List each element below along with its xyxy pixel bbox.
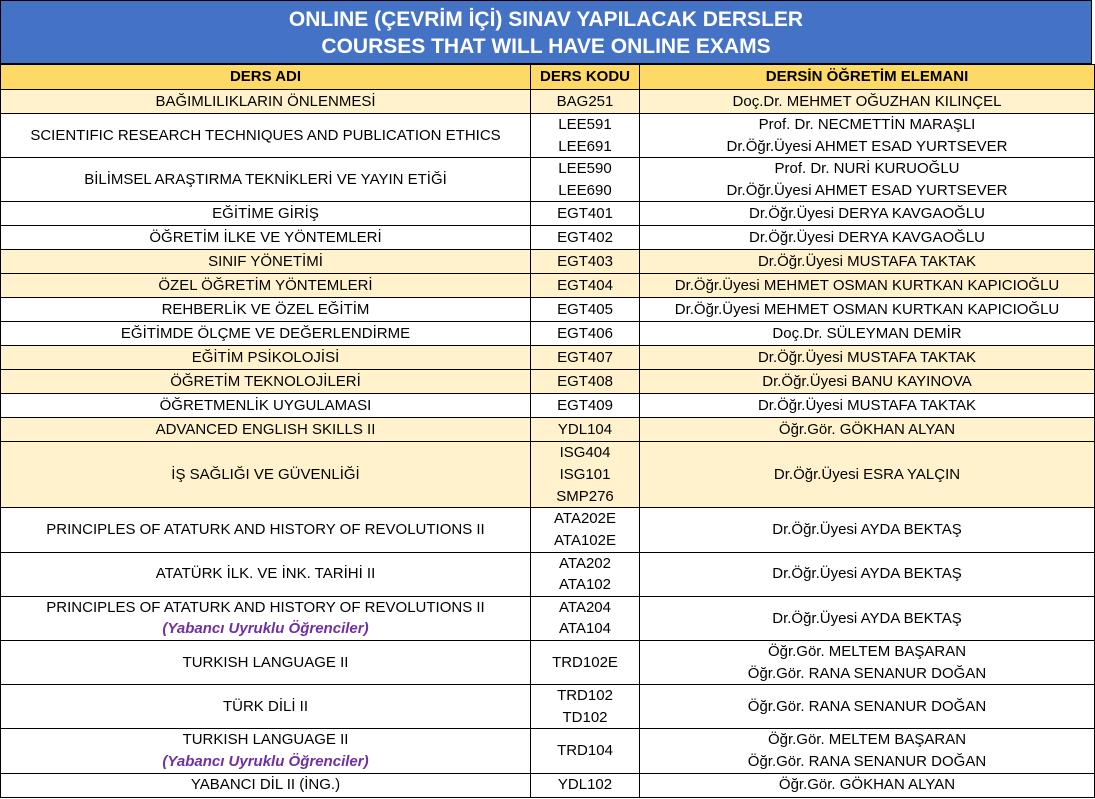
instructor-cell — [640, 596, 1095, 640]
course-code: ISG101 — [559, 466, 611, 484]
course-name-cell — [1, 508, 531, 552]
course-name: EĞİTİM PSİKOLOJİSİ — [191, 349, 340, 367]
instructor-name: Dr.Öğr.Üyesi MUSTAFA TAKTAK — [757, 397, 977, 415]
course-name: ÖĞRETİM TEKNOLOJİLERİ — [170, 373, 361, 391]
course-code: YDL104 — [557, 421, 613, 439]
instructor-name: Öğr.Gör. MELTEM BAŞARAN — [767, 642, 967, 660]
course-code-cell — [531, 90, 640, 114]
instructor-cell — [640, 346, 1095, 370]
table-row — [1, 250, 1095, 274]
instructor-cell — [640, 250, 1095, 274]
course-name: ÖĞRETMENLİK UYGULAMASI — [159, 397, 372, 415]
course-name: ÖĞRETİM İLKE VE YÖNTEMLERİ — [149, 229, 382, 247]
table-row — [1, 394, 1095, 418]
course-code-cell — [531, 773, 640, 797]
course-name-cell — [1, 114, 531, 158]
course-code-cell — [531, 640, 640, 684]
course-code: EGT404 — [557, 277, 613, 295]
table-row — [1, 202, 1095, 226]
course-name-cell — [1, 685, 531, 729]
course-code: LEE591 — [558, 116, 612, 133]
table-row — [1, 442, 1095, 508]
course-name: ATATÜRK İLK. VE İNK. TARİHİ II — [155, 565, 376, 583]
course-code-cell — [531, 250, 640, 274]
table-row — [1, 773, 1095, 797]
course-name: EĞİTİME GİRİŞ — [212, 205, 319, 223]
instructor-cell — [640, 114, 1095, 158]
course-code: TD102 — [562, 708, 608, 726]
course-code: ATA102 — [559, 576, 611, 594]
course-code: EGT406 — [557, 325, 613, 343]
instructor-cell — [640, 370, 1095, 394]
course-code: YDL102 — [557, 776, 613, 794]
course-name: ÖZEL ÖĞRETİM YÖNTEMLERİ — [158, 277, 373, 295]
course-name-cell — [1, 158, 531, 202]
course-name: BAĞIMLILIKLARIN ÖNLENMESİ — [155, 92, 376, 110]
course-name: SINIF YÖNETİMİ — [208, 253, 323, 271]
instructor-name: Öğr.Gör. RANA SENANUR DOĞAN — [747, 752, 987, 770]
instructor-name: Dr.Öğr.Üyesi AHMET ESAD YURTSEVER — [726, 181, 1008, 199]
course-name-cell — [1, 596, 531, 640]
course-code-cell — [531, 322, 640, 346]
course-code: TRD104 — [557, 742, 613, 760]
course-code-cell — [531, 226, 640, 250]
title-english: COURSES THAT WILL HAVE ONLINE EXAMS — [321, 35, 771, 58]
course-code-cell — [531, 552, 640, 596]
course-code-cell — [531, 508, 640, 552]
instructor-name: Doç.Dr. MEHMET OĞUZHAN KILINÇEL — [732, 92, 1002, 110]
table-row — [1, 640, 1095, 684]
table-row — [1, 729, 1095, 773]
title-turkish: ONLINE (ÇEVRİM İÇİ) SINAV YAPILACAK DERSLER — [288, 8, 804, 31]
course-code-cell — [531, 202, 640, 226]
sheet-title — [0, 0, 1092, 64]
instructor-cell — [640, 226, 1095, 250]
course-code: LEE590 — [558, 160, 612, 178]
instructor-cell — [640, 298, 1095, 322]
header-instructor: DERSİN ÖĞRETİM ELEMANI — [640, 65, 1095, 90]
instructor-cell — [640, 552, 1095, 596]
course-name-cell — [1, 298, 531, 322]
course-code: EGT405 — [557, 301, 613, 319]
instructor-cell — [640, 685, 1095, 729]
instructor-cell — [640, 442, 1095, 508]
course-name: PRINCIPLES OF ATATURK AND HISTORY OF REVOLUTIONS II — [46, 598, 485, 616]
course-code: LEE690 — [558, 181, 612, 199]
table-row — [1, 370, 1095, 394]
instructor-cell — [640, 773, 1095, 797]
course-code: ATA202E — [554, 510, 616, 528]
table-row — [1, 508, 1095, 552]
instructor-name: Prof. Dr. NURİ KURUOĞLU — [774, 160, 960, 178]
table-body — [1, 90, 1095, 798]
course-name: REHBERLİK VE ÖZEL EĞİTİM — [161, 301, 370, 319]
course-name-cell — [1, 322, 531, 346]
instructor-name: Öğr.Gör. GÖKHAN ALYAN — [778, 776, 956, 794]
course-name-cell — [1, 442, 531, 508]
course-name: PRINCIPLES OF ATATURK AND HISTORY OF REVOLUTIONS II — [46, 521, 485, 539]
course-name: BİLİMSEL ARAŞTIRMA TEKNİKLERİ VE YAYIN ETİĞİ — [84, 170, 447, 188]
course-name-cell — [1, 250, 531, 274]
instructor-name: Öğr.Gör. MELTEM BAŞARAN — [767, 731, 967, 749]
course-code: ATA202 — [559, 554, 611, 572]
course-code-cell — [531, 394, 640, 418]
table-row — [1, 90, 1095, 114]
course-code: EGT408 — [557, 373, 613, 391]
instructor-name: Dr.Öğr.Üyesi DERYA KAVGAOĞLU — [749, 205, 985, 223]
instructor-cell — [640, 274, 1095, 298]
instructor-cell — [640, 729, 1095, 773]
courses-table — [0, 64, 1095, 798]
instructor-name: Dr.Öğr.Üyesi ESRA YALÇIN — [773, 466, 961, 484]
header-course-code: DERS KODU — [531, 65, 640, 90]
header-row — [1, 65, 1095, 90]
course-name: YABANCI DİL II (İNG.) — [190, 776, 341, 794]
course-code: ATA204 — [559, 598, 611, 616]
instructor-name: Dr.Öğr.Üyesi AYDA BEKTAŞ — [772, 565, 962, 583]
instructor-name: Dr.Öğr.Üyesi MUSTAFA TAKTAK — [757, 349, 977, 367]
instructor-name: Dr.Öğr.Üyesi BANU KAYINOVA — [762, 373, 972, 391]
table-row — [1, 346, 1095, 370]
course-name-cell — [1, 346, 531, 370]
course-name-cell — [1, 90, 531, 114]
header-course-name: DERS ADI — [1, 65, 531, 90]
course-name: TURKISH LANGUAGE II — [182, 731, 349, 749]
course-name: TÜRK DİLİ II — [222, 697, 308, 715]
instructor-cell — [640, 394, 1095, 418]
instructor-name: Dr.Öğr.Üyesi AYDA BEKTAŞ — [772, 609, 962, 627]
course-name-cell — [1, 394, 531, 418]
instructor-name: Dr.Öğr.Üyesi AHMET ESAD YURTSEVER — [726, 137, 1008, 155]
course-code: TRD102 — [557, 687, 613, 705]
instructor-cell — [640, 508, 1095, 552]
course-name-cell — [1, 418, 531, 442]
table-row — [1, 226, 1095, 250]
course-code-cell — [531, 418, 640, 442]
table-row — [1, 322, 1095, 346]
instructor-name: Dr.Öğr.Üyesi MEHMET OSMAN KURTKAN KAPICIOĞLU — [674, 301, 1060, 319]
course-code-cell — [531, 370, 640, 394]
instructor-name: Doç.Dr. SÜLEYMAN DEMİR — [772, 325, 962, 343]
course-code: ISG404 — [559, 444, 611, 462]
table-row — [1, 298, 1095, 322]
course-code: EGT409 — [557, 397, 613, 415]
instructor-cell — [640, 202, 1095, 226]
course-code-cell — [531, 346, 640, 370]
course-code: EGT402 — [557, 229, 613, 247]
course-code: EGT403 — [557, 253, 613, 271]
table-row — [1, 596, 1095, 640]
instructor-name: Dr.Öğr.Üyesi MEHMET OSMAN KURTKAN KAPICIOĞLU — [674, 277, 1060, 295]
course-code: ATA104 — [559, 620, 611, 638]
course-name-cell — [1, 202, 531, 226]
course-name: EĞİTİMDE ÖLÇME VE DEĞERLENDİRME — [120, 325, 411, 343]
course-code: TRD102E — [552, 653, 618, 671]
course-code-cell — [531, 596, 640, 640]
instructor-name: Dr.Öğr.Üyesi DERYA KAVGAOĞLU — [749, 229, 985, 247]
instructor-cell — [640, 640, 1095, 684]
course-code: LEE691 — [558, 137, 612, 155]
course-name-cell — [1, 370, 531, 394]
instructor-cell — [640, 322, 1095, 346]
course-name-cell — [1, 226, 531, 250]
instructor-name: Öğr.Gör. GÖKHAN ALYAN — [778, 421, 956, 439]
course-code: EGT401 — [557, 205, 613, 223]
course-code-cell — [531, 685, 640, 729]
course-name: İŞ SAĞLIĞI VE GÜVENLİĞİ — [171, 466, 360, 484]
table-row — [1, 418, 1095, 442]
course-code: ATA102E — [554, 531, 616, 549]
instructor-cell — [640, 418, 1095, 442]
instructor-cell — [640, 158, 1095, 202]
course-code: SMP276 — [556, 487, 614, 505]
course-code-cell — [531, 729, 640, 773]
course-code: EGT407 — [557, 349, 613, 367]
course-name-cell — [1, 274, 531, 298]
course-name-cell — [1, 552, 531, 596]
instructor-name: Dr.Öğr.Üyesi AYDA BEKTAŞ — [772, 521, 962, 539]
course-code: BAG251 — [556, 92, 614, 110]
foreign-students-note: (Yabancı Uyruklu Öğrenciler) — [162, 752, 369, 770]
table-row — [1, 158, 1095, 202]
instructor-name: Prof. Dr. NECMETTİN MARAŞLI — [758, 116, 976, 133]
instructor-name: Öğr.Gör. RANA SENANUR DOĞAN — [747, 664, 987, 682]
course-code-cell — [531, 442, 640, 508]
table-row — [1, 114, 1095, 158]
course-name-cell — [1, 640, 531, 684]
foreign-students-note: (Yabancı Uyruklu Öğrenciler) — [162, 620, 369, 638]
course-code-cell — [531, 298, 640, 322]
course-name-cell — [1, 729, 531, 773]
course-name: TURKISH LANGUAGE II — [182, 653, 349, 671]
course-code-cell — [531, 274, 640, 298]
instructor-name: Dr.Öğr.Üyesi MUSTAFA TAKTAK — [757, 253, 977, 271]
table-row — [1, 552, 1095, 596]
table-row — [1, 685, 1095, 729]
course-code-cell — [531, 158, 640, 202]
course-code-cell — [531, 114, 640, 158]
instructor-name: Öğr.Gör. RANA SENANUR DOĞAN — [747, 697, 987, 715]
course-name: SCIENTIFIC RESEARCH TECHNIQUES AND PUBLICATION ETHICS — [30, 126, 501, 144]
instructor-cell — [640, 90, 1095, 114]
table-row — [1, 274, 1095, 298]
course-name-cell — [1, 773, 531, 797]
course-name: ADVANCED ENGLISH SKILLS II — [155, 421, 376, 439]
